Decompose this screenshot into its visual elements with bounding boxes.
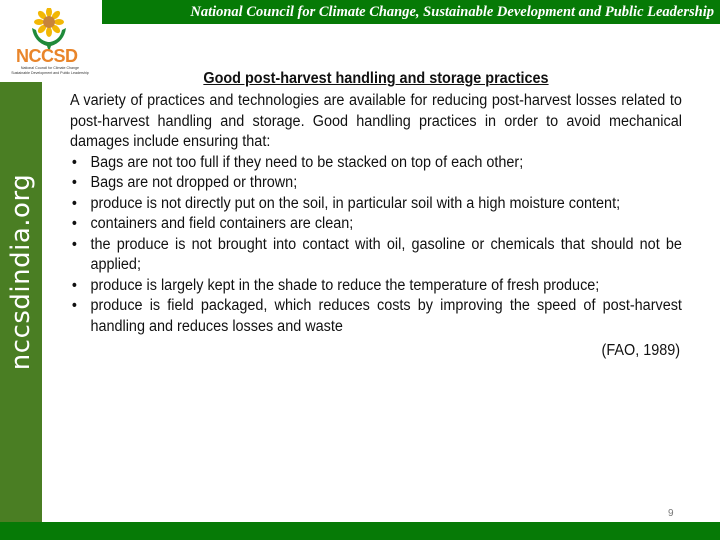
website-url: nccsdindia.org	[6, 173, 36, 371]
slide-title: Good post-harvest handling and storage practices	[203, 70, 549, 87]
bullet-icon: •	[71, 215, 77, 232]
footer-bar	[0, 522, 720, 540]
list-item-text: containers and field containers are clean;	[90, 215, 354, 232]
bullet-icon: •	[71, 297, 77, 314]
organization-title: National Council for Climate Change, Sustainable Development and Public Leadership	[190, 4, 714, 20]
list-item	[70, 153, 682, 174]
logo-wordmark: NCCSD	[16, 46, 78, 66]
practices-list	[70, 153, 682, 338]
slide-content	[70, 68, 682, 362]
logo-tagline-1: National Council for Climate Change	[20, 66, 80, 70]
list-item-text: Bags are not too full if they need to be stacked on top of each other;	[90, 153, 524, 171]
nccsd-logo	[2, 8, 98, 76]
citation: (FAO, 1989)	[601, 342, 681, 359]
list-item-text: produce is not directly put on the soil, in particular soil with a high moisture content;	[90, 194, 621, 212]
list-item	[70, 194, 682, 215]
bullet-icon: •	[71, 194, 77, 212]
bullet-icon: •	[71, 276, 77, 294]
list-item	[70, 296, 682, 337]
list-item	[70, 214, 682, 235]
list-item-text: produce is largely kept in the shade to reduce the temperature of fresh produce;	[90, 276, 600, 294]
list-item-text: Bags are not dropped or thrown;	[90, 174, 298, 191]
bullet-icon: •	[71, 153, 77, 171]
list-item	[70, 173, 682, 194]
list-item-text: produce is field packaged, which reduces costs by improving the speed of post-harvest handling and reduces losses and waste	[90, 297, 682, 335]
sidebar-brand-strip	[0, 82, 42, 522]
bullet-icon: •	[71, 174, 77, 191]
list-item-text: the produce is not brought into contact with oil, gasoline or chemicals that should not be applied;	[90, 235, 682, 273]
logo-tagline-2: Sustainable Development and Public Leadership	[11, 71, 89, 75]
bullet-icon: •	[71, 235, 77, 253]
list-item	[70, 276, 682, 297]
header-bar	[102, 0, 720, 24]
intro-paragraph: A variety of practices and technologies are available for reducing post-harvest losses related to post-harvest handling and storage. Good handling practices in order to avoid mechanical damages include ensuring that:	[70, 92, 682, 150]
page-number: 9	[668, 508, 674, 519]
list-item	[70, 235, 682, 276]
